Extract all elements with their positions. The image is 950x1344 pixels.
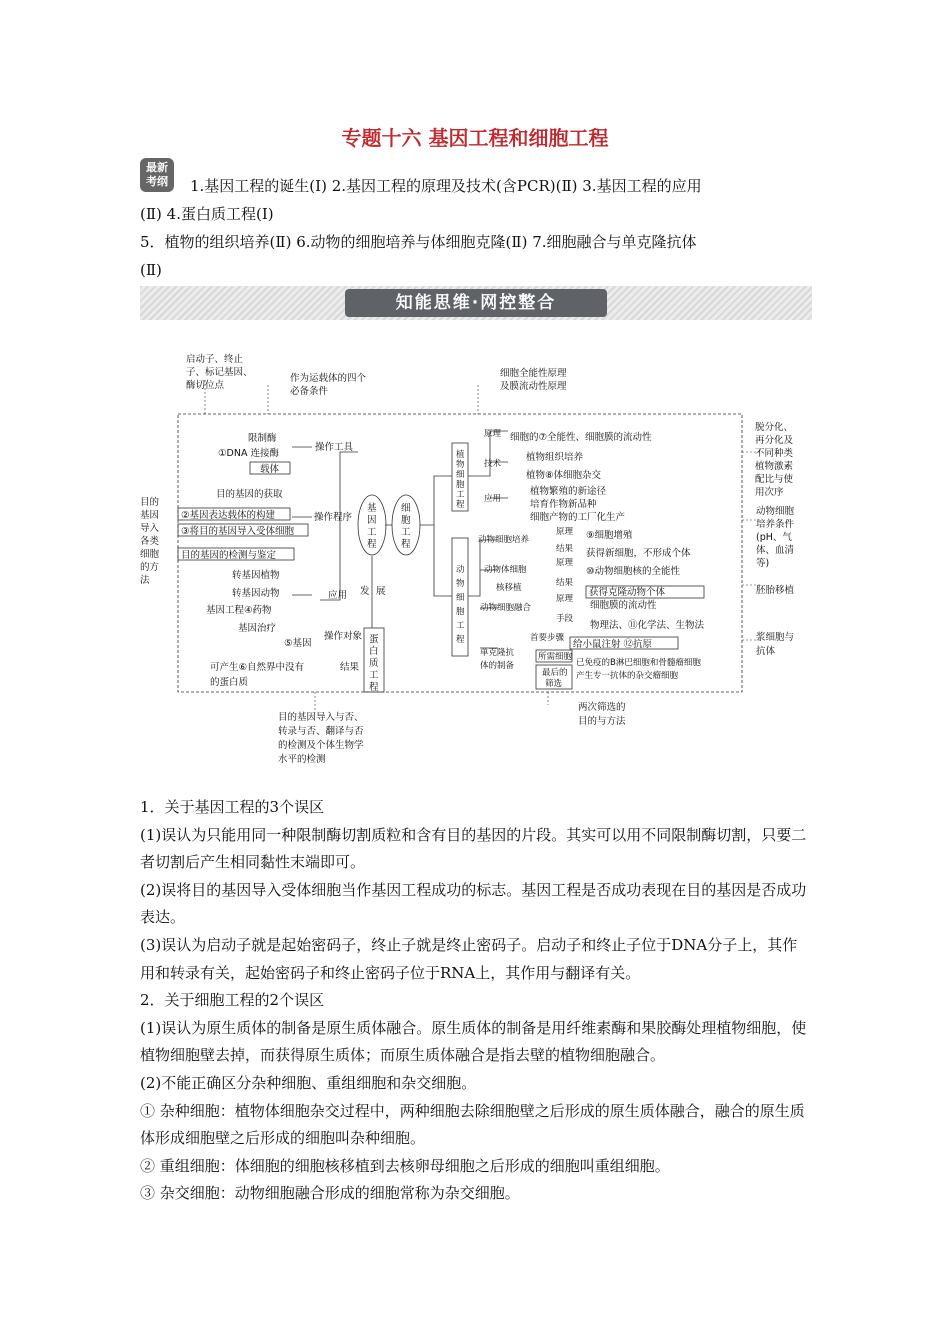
ge-node-3: 工 bbox=[367, 527, 377, 538]
promoter-note-1: 启动子、终止 bbox=[186, 354, 244, 365]
ge-drug: 基因工程④药物 bbox=[206, 605, 272, 616]
nt-principle-text: ⑩动物细胞核的全能性 bbox=[586, 566, 681, 577]
culture-cond-2: 培养条件 bbox=[756, 519, 795, 530]
animal-node-4: 胞 bbox=[456, 607, 465, 617]
pc-principle-text: 细胞的⑦全能性、细胞膜的流动性 bbox=[510, 432, 652, 443]
introduce-gene: ③将目的基因导入受体细胞 bbox=[181, 526, 295, 537]
promoter-note-2: 子、标记基因、 bbox=[186, 367, 253, 378]
dediff-3: 不同种类 bbox=[755, 448, 794, 459]
screen-note-2: 目的与方法 bbox=[578, 716, 626, 727]
pe-node-2: 白 bbox=[369, 646, 379, 657]
note-heading-1: 1．关于基因工程的3个误区 bbox=[140, 798, 325, 816]
methods-left-2: 基因 bbox=[140, 510, 160, 521]
nt-label-1: 动物体细胞 bbox=[484, 565, 527, 575]
note-2-3: ① 杂种细胞：植物体细胞杂交过程中，两种细胞去除细胞壁之后形成的原生质体融合，融合的原生质体形成细胞壁之后形成的细胞叫杂种细胞。 bbox=[140, 1101, 805, 1148]
methods-left-5: 细胞 bbox=[140, 549, 160, 560]
myeloma-1: 浆细胞与 bbox=[756, 632, 795, 643]
plant-node-5: 工 bbox=[456, 490, 465, 500]
app-3: 细胞产物的工厂化生产 bbox=[530, 512, 626, 523]
note-1-3: (3)误认为启动子就是起始密码子，终止子就是终止密码子。启动子和终止子位于DNA分子上，其作用和转录有关，起始密码子和终止密码子位于RNA上，其作用与翻译有关。 bbox=[140, 935, 798, 982]
ce-node-2: 胞 bbox=[401, 515, 411, 526]
ge-node-4: 程 bbox=[367, 539, 377, 550]
plant-node-1: 植 bbox=[456, 450, 465, 460]
culture-cond-3: (pH、气 bbox=[756, 532, 792, 543]
myeloma-2: 抗体 bbox=[756, 646, 776, 657]
ce-node-4: 程 bbox=[401, 539, 411, 550]
screen-note-1: 两次筛选的 bbox=[578, 702, 626, 713]
note-2-5: ③ 杂交细胞：动物细胞融合形成的细胞常称为杂交细胞。 bbox=[140, 1184, 520, 1203]
dediff-1: 脱分化、 bbox=[755, 422, 794, 433]
culture-cond-4: 体、血清 bbox=[756, 545, 795, 556]
fusion-principle-text: 细胞膜的流动性 bbox=[590, 600, 657, 611]
banner-title: 知能思维·网控整合 bbox=[345, 289, 607, 317]
plant-node-2: 物 bbox=[456, 460, 465, 470]
plant-node-3: 细 bbox=[456, 470, 465, 480]
construct-vector: ②基因表达载体的构建 bbox=[181, 510, 276, 521]
methods-left-1: 目的 bbox=[140, 497, 160, 508]
ce-node-3: 工 bbox=[401, 527, 411, 538]
new-protein-1: 可产生⑥自然界中没有 bbox=[210, 662, 305, 673]
gm-animal: 转基因动物 bbox=[232, 588, 280, 599]
section-banner bbox=[140, 286, 812, 320]
ge-node-1: 基 bbox=[367, 503, 377, 514]
note-1-1: (1)误认为只能用同一种限制酶切割质粒和含有目的基因的片段。其实可以用不同限制酶切割，只要二者切割后产生相同黏性末端即可。 bbox=[140, 825, 807, 872]
methods-left-6: 的方 bbox=[140, 562, 160, 573]
procedure-label: 操作程序 bbox=[314, 512, 353, 523]
promoter-note-3: 酶切位点 bbox=[186, 380, 225, 391]
somatic-hybrid: 植物⑧体细胞杂交 bbox=[526, 470, 602, 481]
app-2: 培育作物新品种 bbox=[530, 499, 597, 510]
nt-principle: 原理 bbox=[556, 558, 574, 568]
pc-principle-label: 原理 bbox=[484, 429, 502, 439]
animal-node-3: 细 bbox=[456, 593, 465, 603]
cells-text-1: 已免疫的B淋巴细胞和骨髓瘤细胞 bbox=[576, 658, 701, 668]
syllabus-line-1: 1.基因工程的诞生(Ⅰ) 2.基因工程的原理及技术(含PCR)(Ⅱ) 3.基因工程的应用 bbox=[190, 177, 702, 195]
fusion-principle: 原理 bbox=[556, 594, 574, 604]
ce-node-1: 细 bbox=[401, 503, 411, 514]
badge-line-2: 考纲 bbox=[146, 175, 168, 188]
embryo-transfer: 胚胎移植 bbox=[756, 585, 795, 596]
culture-cond-1: 动物细胞 bbox=[756, 506, 795, 517]
pe-result: 结果 bbox=[340, 662, 360, 673]
vector-label: 载体 bbox=[260, 464, 280, 475]
steps-label: 首要步骤 bbox=[530, 633, 565, 643]
pc-apply-label: 应用 bbox=[484, 494, 502, 504]
ac-result-text: 获得新细胞，不形成个体 bbox=[586, 548, 691, 559]
ac-principle: 原理 bbox=[556, 527, 574, 537]
ac-prolif: ⑨细胞增殖 bbox=[586, 530, 633, 541]
detect-note-4: 水平的检测 bbox=[278, 754, 326, 765]
restriction-enzyme: 限制酶 bbox=[248, 433, 277, 444]
pe-node-4: 工 bbox=[369, 670, 379, 681]
inject-text: 给小鼠注射 ⑫抗原 bbox=[573, 639, 653, 650]
tools-label: 操作工具 bbox=[315, 442, 354, 453]
notes-section bbox=[140, 794, 812, 1208]
mab-label-1: 单克隆抗 bbox=[480, 648, 515, 658]
pc-principle-1: 细胞全能性原理 bbox=[500, 368, 567, 379]
develop-2: 展 bbox=[376, 586, 386, 597]
nt-label-2: 核移植 bbox=[496, 583, 522, 593]
culture-cond-5: 等) bbox=[756, 558, 770, 569]
plant-node-6: 程 bbox=[456, 500, 465, 510]
dediff-5: 配比与使 bbox=[755, 474, 794, 485]
note-heading-2: 2．关于细胞工程的2个误区 bbox=[140, 991, 325, 1010]
dediff-6: 用次序 bbox=[755, 487, 784, 498]
ac-culture: 动物细胞培养 bbox=[478, 535, 530, 545]
note-2-4: ② 重组细胞：体细胞的细胞核移植到去核卵母细胞之后形成的细胞叫重组细胞。 bbox=[140, 1156, 670, 1175]
last-label-2: 筛选 bbox=[545, 679, 563, 689]
plant-node-4: 胞 bbox=[456, 480, 465, 490]
dediff-4: 植物激素 bbox=[755, 461, 794, 472]
note-2-1: (1)误认为原生质体的制备是原生质体融合。原生质体的制备是用纤维素酶和果胶酶处理植物细胞，使植物细胞壁去掉，而获得原生质体；而原生质体融合是指去壁的植物细胞融合。 bbox=[140, 1018, 807, 1065]
fusion-label: 动物细胞融合 bbox=[480, 603, 532, 613]
detect-note-2: 转录与否、翻译与否 bbox=[278, 726, 364, 737]
note-1-2: (2)误将目的基因导入受体细胞当作基因工程成功的标志。基因工程是否成功表现在目的基因是否成功表达。 bbox=[140, 880, 807, 927]
detect-note-1: 目的基因导入与否、 bbox=[278, 712, 364, 723]
dna-ligase: ①DNA 连接酶 bbox=[218, 448, 279, 459]
cells-label: 所需细胞 bbox=[538, 652, 573, 662]
syllabus-line-2: (Ⅱ) 4.蛋白质工程(Ⅰ) bbox=[140, 205, 274, 223]
nt-result-text: 获得克隆动物个体 bbox=[589, 587, 666, 598]
means-label: 手段 bbox=[556, 614, 574, 624]
means-text: 物理法、⑪化学法、生物法 bbox=[590, 620, 705, 631]
pe-node-3: 质 bbox=[369, 658, 379, 669]
pe-node-1: 蛋 bbox=[369, 634, 379, 645]
app-1: 植物繁殖的新途径 bbox=[530, 486, 607, 497]
tech-label: 技术 bbox=[484, 459, 502, 469]
pe-node-5: 程 bbox=[369, 682, 379, 693]
cells-text-2: 产生专一抗体的杂交瘤细胞 bbox=[576, 671, 679, 681]
apply-label: 应用 bbox=[328, 590, 348, 601]
detect-note-3: 的检测及个体生物学 bbox=[278, 740, 364, 751]
ge-node-2: 因 bbox=[367, 515, 377, 526]
concept-map bbox=[0, 340, 950, 780]
gene-therapy: 基因治疗 bbox=[238, 623, 277, 634]
mab-label-2: 体的制备 bbox=[480, 661, 515, 671]
last-label-1: 最后的 bbox=[542, 668, 568, 678]
dediff-2: 再分化及 bbox=[755, 435, 794, 446]
animal-node-6: 程 bbox=[456, 635, 465, 645]
methods-left-3: 导入 bbox=[140, 523, 160, 534]
syllabus-line-3: 5．植物的组织培养(Ⅱ) 6.动物的细胞培养与体细胞克隆(Ⅱ) 7.细胞融合与单克隆抗体 bbox=[140, 233, 697, 251]
gene-5: ⑤基因 bbox=[284, 638, 312, 649]
gm-plant: 转基因植物 bbox=[232, 570, 280, 581]
obtain-gene: 目的基因的获取 bbox=[216, 489, 283, 500]
carrier-note-1: 作为运载体的四个 bbox=[290, 373, 367, 384]
syllabus-line-4: (Ⅱ) bbox=[140, 261, 162, 279]
note-2-2: (2)不能正确区分杂种细胞、重组细胞和杂交细胞。 bbox=[140, 1073, 477, 1092]
pc-principle-2: 及膜流动性原理 bbox=[500, 381, 567, 392]
tissue-culture: 植物组织培养 bbox=[526, 452, 584, 463]
methods-left-7: 法 bbox=[140, 575, 150, 586]
page-title: 专题十六 基因工程和细胞工程 bbox=[341, 126, 609, 150]
detect-gene: 目的基因的检测与鉴定 bbox=[181, 550, 277, 561]
animal-node-2: 物 bbox=[456, 579, 465, 589]
new-protein-2: 的蛋白质 bbox=[210, 677, 249, 688]
nt-result: 结果 bbox=[556, 578, 574, 588]
syllabus-badge bbox=[140, 158, 174, 192]
methods-left-4: 各类 bbox=[140, 536, 160, 547]
badge-line-1: 最新 bbox=[146, 161, 168, 174]
carrier-note-2: 必备条件 bbox=[290, 386, 329, 397]
develop-1: 发 bbox=[360, 586, 370, 597]
animal-node-5: 工 bbox=[456, 621, 465, 631]
target-label: 操作对象 bbox=[324, 631, 363, 642]
animal-node-1: 动 bbox=[456, 565, 465, 575]
ac-result: 结果 bbox=[556, 544, 574, 554]
